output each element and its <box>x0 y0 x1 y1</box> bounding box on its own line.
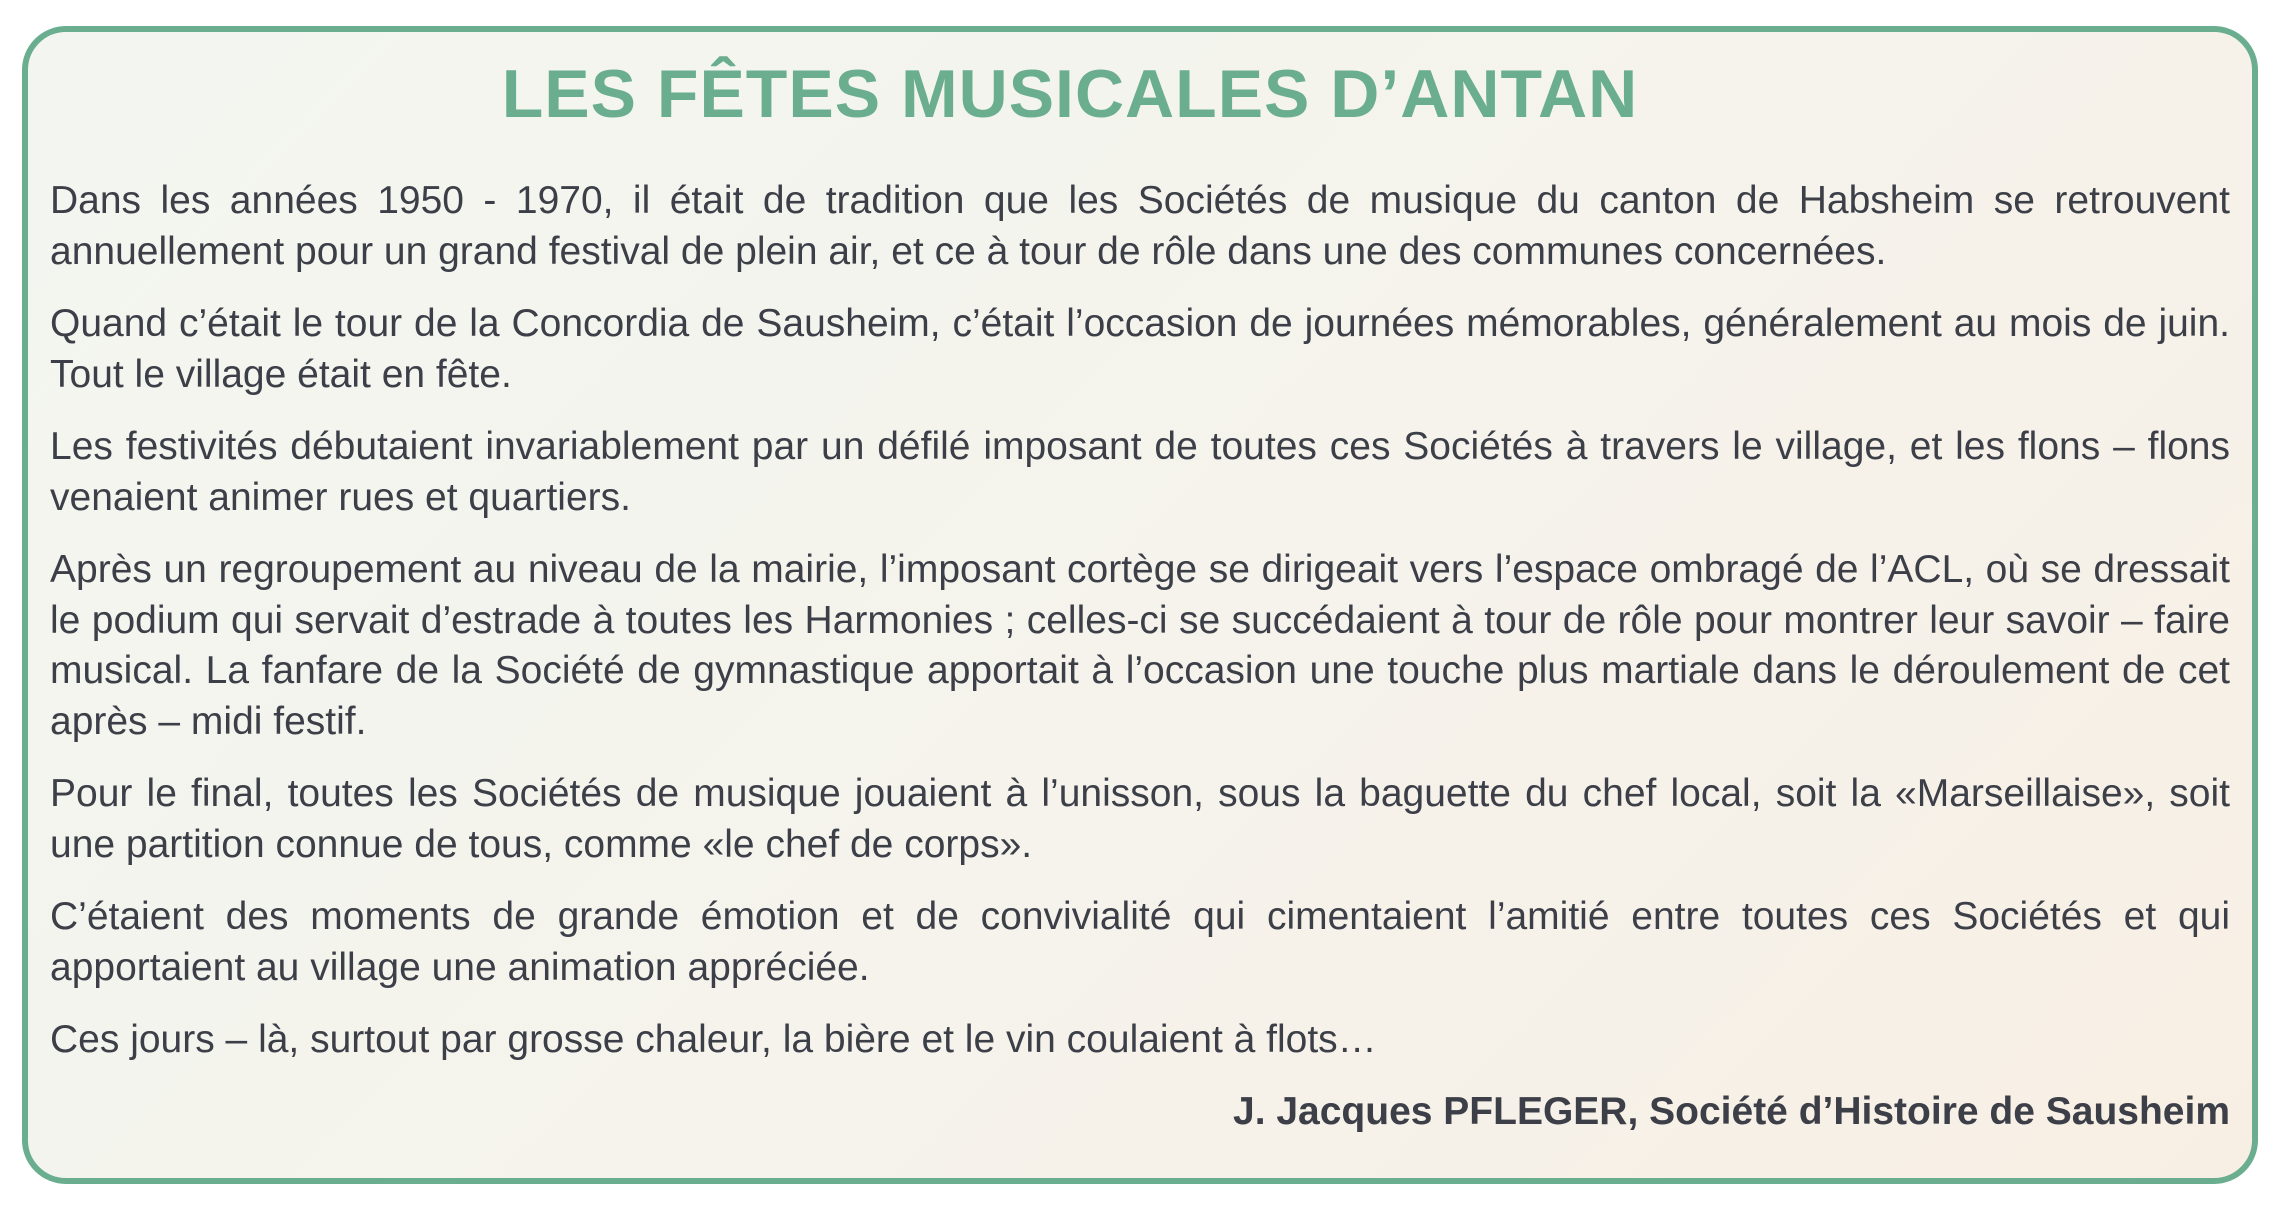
article-body <box>50 176 2230 1088</box>
author-signature: J. Jacques PFLEGER, Société d’Histoire de Sausheim <box>1233 1090 2230 1133</box>
paragraph-7: Ces jours – là, surtout par grosse chaleur, la bière et le vin coulaient à flots… <box>50 1018 1377 1061</box>
paragraph-1: Dans les années 1950 - 1970, il était de tradition que les Sociétés de musique du canton de Habsheim se retrouvent annuellement pour un grand festival de plein air, et ce à tour de rôle dans une des communes concernées. <box>50 179 2230 273</box>
paragraph-2: Quand c’était le tour de la Concordia de Sausheim, c’était l’occasion de journées mémorables, généralement au mois de juin. Tout le village était en fête. <box>50 302 2230 396</box>
paragraph-4: Après un regroupement au niveau de la mairie, l’imposant cortège se dirigeait vers l’espace ombragé de l’ACL, où se dressait le podium qui servait d’estrade à toutes les Harmonies ; celles-ci se succédaient à tour de rôle pour montrer leur savoir – faire musical. La fanfare de la Société de gymnastique apportait à l’occasion une touche plus martiale dans le déroulement de cet après – midi festif. <box>50 548 2230 743</box>
paragraph-6: C’étaient des moments de grande émotion et de convivialité qui cimentaient l’amitié entre toutes ces Sociétés et qui apportaient au village une animation appréciée. <box>50 895 2230 989</box>
paragraph-5: Pour le final, toutes les Sociétés de musique jouaient à l’unisson, sous la baguette du chef local, soit la «Marseillaise», soit une partition connue de tous, comme «le chef de corps». <box>50 772 2230 866</box>
article-frame <box>22 26 2258 1184</box>
article-title: LES FÊTES MUSICALES D’ANTAN <box>501 56 1639 132</box>
paragraph-3: Les festivités débutaient invariablement par un défilé imposant de toutes ces Sociétés à travers le village, et les flons – flons venaient animer rues et quartiers. <box>50 425 2230 519</box>
